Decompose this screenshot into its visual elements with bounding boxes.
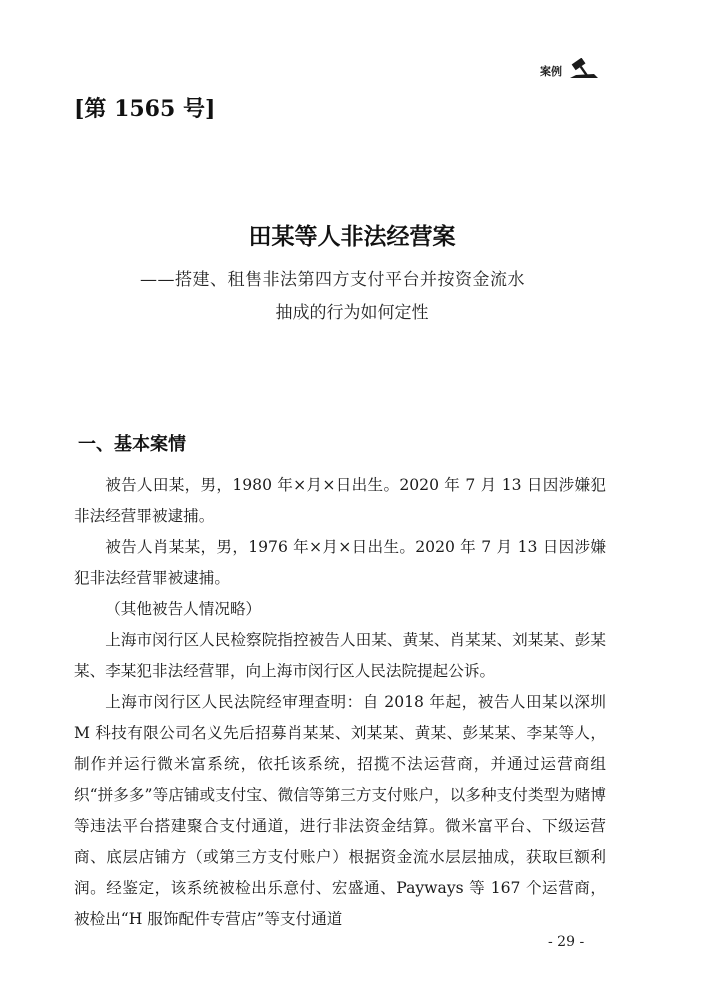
paragraph-other-defendants: （其他被告人情况略） (105, 600, 262, 618)
paragraph-prosecution: 上海市闵行区人民检察院指控被告人田某、黄某、肖某某、刘某某、彭某某、李某犯非法经营罪，向上海市闵行区人民法院提起公诉。 (74, 631, 606, 680)
paragraph-court-findings: 上海市闵行区人民法院经审理查明：自 2018 年起，被告人田某以深圳 M 科技有限公司名义先后招募肖某某、刘某某、黄某、彭某某、李某等人，制作并运行微米富系统，依托该系统，招揽不法运营商，并通过运营商组织“拼多多”等店铺或支付宝、微信等第三方支付账户，以多种支付类型为赌博等违法平台搭建聚合支付通道，进行非法资金结算。微米富平台、下级运营商、底层店铺方（或第三方支付账户）根据资金流水层层抽成，获取巨额利润。经鉴定，该系统被检出乐意付、宏盛通、Payways 等 167 个运营商，被检出“H 服饰配件专营店”等支付通道 (74, 693, 606, 928)
case-number: [第 1565 号] (74, 96, 216, 122)
subtitle-line-1: ——搭建、租售非法第四方支付平台并按资金流水 (140, 270, 525, 290)
gavel-icon (566, 58, 602, 84)
paragraph-defendant-tian: 被告人田某，男，1980 年×月×日出生。2020 年 7 月 13 日因涉嫌犯非法经营罪被逮捕。 (74, 476, 606, 525)
page-number: - 29 - (548, 934, 585, 950)
section-label: 案例 (540, 65, 562, 78)
running-head (540, 58, 602, 84)
body-text (74, 470, 606, 935)
case-title: 田某等人非法经营案 (248, 223, 456, 250)
paragraph-defendant-xiao: 被告人肖某某，男，1976 年×月×日出生。2020 年 7 月 13 日因涉嫌犯非法经营罪被逮捕。 (74, 538, 606, 587)
subtitle-line-2: 抽成的行为如何定性 (275, 303, 429, 323)
section-heading: 一、基本案情 (78, 434, 186, 455)
